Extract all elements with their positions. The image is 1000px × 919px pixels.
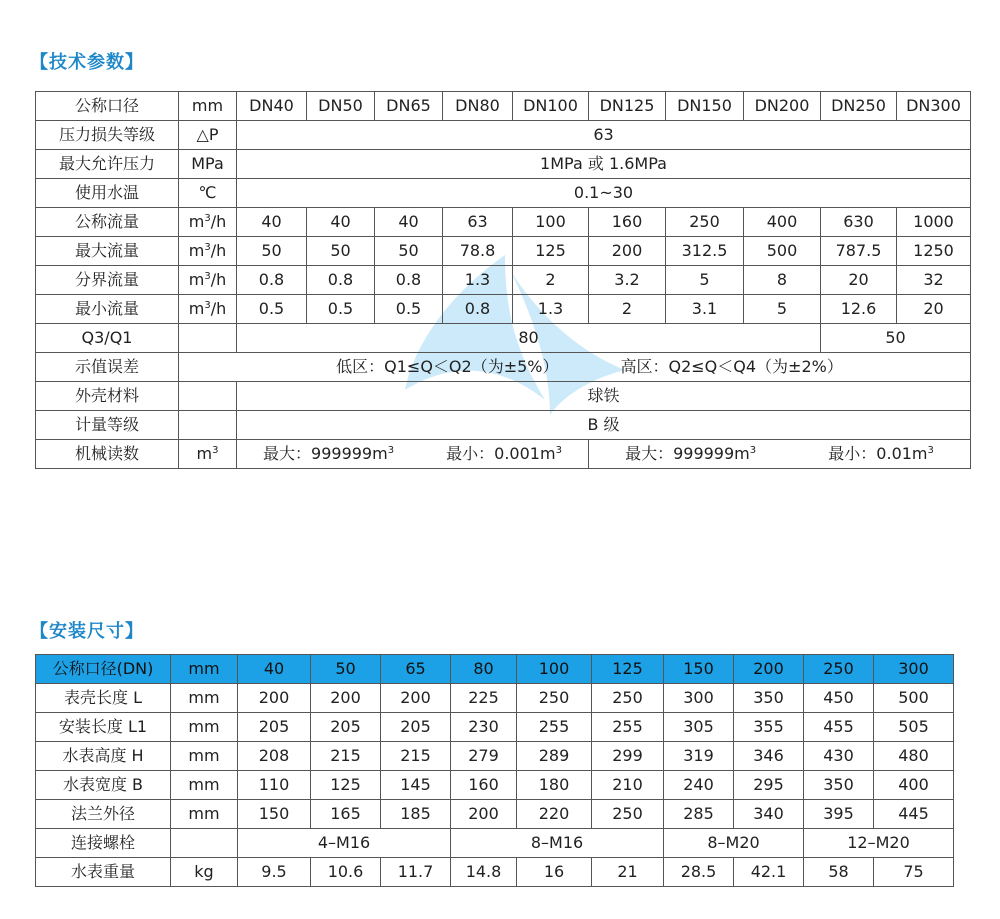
value-cell: 225	[451, 684, 517, 713]
value-cell: 240	[664, 771, 734, 800]
unit-tail: /h	[210, 212, 227, 231]
value-cell: 289	[517, 742, 592, 771]
unit-cell: mm	[171, 684, 238, 713]
value-cell: 230	[451, 713, 517, 742]
row-label: 计量等级	[36, 411, 179, 440]
specs-table	[35, 91, 971, 469]
value-cell: 455	[804, 713, 874, 742]
row-label: 使用水温	[36, 179, 179, 208]
value-cell: 20	[897, 295, 971, 324]
value-cell: 180	[517, 771, 592, 800]
value-cell: 0.8	[237, 266, 307, 295]
value-cell: 215	[311, 742, 381, 771]
value-cell: 100	[513, 208, 589, 237]
value-cell: 21	[592, 858, 664, 887]
value-cell: 125	[311, 771, 381, 800]
value-cell: 250	[517, 684, 592, 713]
section-title-install	[30, 617, 144, 643]
value-cell: 0.5	[237, 295, 307, 324]
table-row	[36, 713, 954, 742]
value-cell: 505	[874, 713, 954, 742]
value-cell: B 级	[237, 411, 971, 440]
value-cell: 8–M16	[451, 829, 664, 858]
max-pressure-row	[36, 150, 971, 179]
value-cell: 0.8	[443, 295, 513, 324]
unit-sup: 3	[204, 271, 211, 282]
nominal-flow-row	[36, 208, 971, 237]
row-label: 公称流量	[36, 208, 179, 237]
value-cell: 球铁	[237, 382, 971, 411]
value-cell: 80	[237, 324, 821, 353]
value-cell: 200	[238, 684, 311, 713]
unit-sup: 3	[749, 445, 757, 456]
unit-cell	[179, 208, 237, 237]
value-cell: 5	[744, 295, 821, 324]
value-cell: 0.5	[375, 295, 443, 324]
reading-large-sizes	[589, 440, 970, 468]
weight-row	[36, 858, 954, 887]
unit-cell: mm	[171, 655, 238, 684]
value-cell: 1MPa 或 1.6MPa	[237, 150, 971, 179]
value-cell: 2	[589, 295, 666, 324]
value-cell: 32	[897, 266, 971, 295]
reading-max-text: 最大：999999m	[625, 444, 750, 463]
unit-cell: mm	[171, 742, 238, 771]
row-label: 水表高度 H	[36, 742, 171, 771]
value-cell: 9.5	[238, 858, 311, 887]
value-cell: 215	[381, 742, 451, 771]
value-cell: 0.8	[375, 266, 443, 295]
error-values	[179, 353, 970, 381]
value-cell: 395	[804, 800, 874, 829]
reading-min-text: 最小：0.001m	[446, 444, 556, 463]
row-label: 安装长度 L1	[36, 713, 171, 742]
section-title-text: 安装尺寸	[49, 621, 125, 642]
size-cell: DN65	[375, 92, 443, 121]
value-cell	[589, 440, 971, 469]
value-cell: 355	[734, 713, 804, 742]
unit-cell	[179, 237, 237, 266]
size-cell: DN80	[443, 92, 513, 121]
bracket-close: 】	[125, 52, 144, 73]
unit-cell	[179, 266, 237, 295]
unit-sup: 3	[212, 445, 219, 456]
value-cell: 305	[664, 713, 734, 742]
max-flow-row	[36, 237, 971, 266]
row-label: 最小流量	[36, 295, 179, 324]
size-cell: 250	[804, 655, 874, 684]
value-cell: 145	[381, 771, 451, 800]
unit-cell: mm	[171, 800, 238, 829]
size-cell: 150	[664, 655, 734, 684]
value-cell: 220	[517, 800, 592, 829]
value-cell: 450	[804, 684, 874, 713]
min-flow-row	[36, 295, 971, 324]
size-cell: 200	[734, 655, 804, 684]
row-label: 外壳材料	[36, 382, 179, 411]
unit-sup: 3	[204, 213, 211, 224]
unit-cell	[179, 411, 237, 440]
unit-base: m	[188, 270, 205, 289]
value-cell	[237, 440, 589, 469]
error-high-zone: 高区：Q2≤Q＜Q4（为±2%）	[620, 357, 843, 376]
value-cell: 20	[821, 266, 897, 295]
size-cell: 100	[517, 655, 592, 684]
row-label: 法兰外径	[36, 800, 171, 829]
reading-row	[36, 440, 971, 469]
row-label: 公称口径	[36, 92, 179, 121]
reading-min	[828, 440, 934, 468]
value-cell: 200	[311, 684, 381, 713]
value-cell: 40	[375, 208, 443, 237]
unit-cell: mm	[179, 92, 237, 121]
value-cell: 58	[804, 858, 874, 887]
value-cell: 78.8	[443, 237, 513, 266]
value-cell: 10.6	[311, 858, 381, 887]
row-label: 机械读数	[36, 440, 179, 469]
value-cell: 125	[513, 237, 589, 266]
value-cell: 8–M20	[664, 829, 804, 858]
specs-header-row	[36, 92, 971, 121]
bracket-open: 【	[30, 52, 49, 73]
value-cell: 319	[664, 742, 734, 771]
value-cell: 312.5	[666, 237, 744, 266]
value-cell: 285	[664, 800, 734, 829]
value-cell: 42.1	[734, 858, 804, 887]
table-row	[36, 742, 954, 771]
value-cell: 279	[451, 742, 517, 771]
value-cell: 250	[592, 800, 664, 829]
row-label: 分界流量	[36, 266, 179, 295]
install-table	[35, 654, 954, 887]
size-cell: 65	[381, 655, 451, 684]
value-cell: 4–M16	[238, 829, 451, 858]
error-low-zone: 低区：Q1≤Q＜Q2（为±5%）	[336, 357, 559, 376]
value-cell: 8	[744, 266, 821, 295]
value-cell: 5	[666, 266, 744, 295]
row-label: 示值误差	[36, 353, 179, 382]
reading-min-text: 最小：0.01m	[828, 444, 928, 463]
unit-tail: /h	[210, 241, 227, 260]
value-cell: 150	[238, 800, 311, 829]
value-cell: 2	[513, 266, 589, 295]
value-cell: 340	[734, 800, 804, 829]
bolts-row	[36, 829, 954, 858]
unit-cell	[179, 295, 237, 324]
value-cell: 1.3	[443, 266, 513, 295]
row-label: 水表宽度 B	[36, 771, 171, 800]
size-cell: DN50	[307, 92, 375, 121]
value-cell: 0.8	[307, 266, 375, 295]
value-cell: 299	[592, 742, 664, 771]
row-label: 最大流量	[36, 237, 179, 266]
bracket-open: 【	[30, 621, 49, 642]
reading-max-text: 最大：999999m	[263, 444, 388, 463]
value-cell: 200	[381, 684, 451, 713]
value-cell: 250	[592, 684, 664, 713]
value-cell: 205	[381, 713, 451, 742]
boundary-flow-row	[36, 266, 971, 295]
value-cell: 255	[592, 713, 664, 742]
reading-max	[263, 440, 394, 468]
unit-sup: 3	[204, 300, 211, 311]
table-row	[36, 771, 954, 800]
row-label: 表壳长度 L	[36, 684, 171, 713]
size-cell: DN150	[666, 92, 744, 121]
error-row	[36, 353, 971, 382]
value-cell: 0.1~30	[237, 179, 971, 208]
section-title-specs	[30, 48, 144, 74]
value-cell: 3.2	[589, 266, 666, 295]
value-cell: 16	[517, 858, 592, 887]
size-cell: DN200	[744, 92, 821, 121]
value-cell: 346	[734, 742, 804, 771]
value-cell: 300	[664, 684, 734, 713]
size-cell: DN125	[589, 92, 666, 121]
unit-cell: mm	[171, 713, 238, 742]
value-cell: 1000	[897, 208, 971, 237]
row-label: 公称口径(DN)	[36, 655, 171, 684]
value-cell: 350	[804, 771, 874, 800]
value-cell: 480	[874, 742, 954, 771]
value-cell: 50	[821, 324, 971, 353]
value-cell: 50	[375, 237, 443, 266]
unit-sup: 3	[555, 445, 562, 456]
value-cell: 255	[517, 713, 592, 742]
value-cell: 400	[874, 771, 954, 800]
table-row	[36, 800, 954, 829]
size-cell: DN40	[237, 92, 307, 121]
value-cell	[179, 353, 971, 382]
value-cell: 0.5	[307, 295, 375, 324]
value-cell: 160	[451, 771, 517, 800]
unit-cell: ℃	[179, 179, 237, 208]
bracket-close: 】	[125, 621, 144, 642]
row-label: Q3/Q1	[36, 324, 179, 353]
value-cell: 12.6	[821, 295, 897, 324]
table-row	[36, 684, 954, 713]
value-cell: 110	[238, 771, 311, 800]
install-header-row	[36, 655, 954, 684]
value-cell: 160	[589, 208, 666, 237]
value-cell: 14.8	[451, 858, 517, 887]
unit-base: m	[188, 299, 205, 318]
value-cell: 1.3	[513, 295, 589, 324]
value-cell: 500	[874, 684, 954, 713]
unit-base: m	[188, 241, 205, 260]
value-cell: 200	[589, 237, 666, 266]
size-cell: 40	[238, 655, 311, 684]
shell-material-row	[36, 382, 971, 411]
unit-cell	[179, 382, 237, 411]
unit-cell	[179, 324, 237, 353]
value-cell: 400	[744, 208, 821, 237]
value-cell: 185	[381, 800, 451, 829]
row-label: 压力损失等级	[36, 121, 179, 150]
value-cell: 205	[238, 713, 311, 742]
value-cell: 3.1	[666, 295, 744, 324]
unit-sup: 3	[204, 242, 211, 253]
unit-tail: /h	[210, 299, 227, 318]
reading-min	[446, 440, 562, 468]
value-cell: 630	[821, 208, 897, 237]
size-cell: 50	[311, 655, 381, 684]
unit-cell	[179, 440, 237, 469]
unit-cell	[171, 829, 238, 858]
unit-base: m	[188, 212, 205, 231]
value-cell: 40	[307, 208, 375, 237]
value-cell: 50	[237, 237, 307, 266]
value-cell: 350	[734, 684, 804, 713]
size-cell: DN300	[897, 92, 971, 121]
unit-tail: /h	[210, 270, 227, 289]
size-cell: 300	[874, 655, 954, 684]
value-cell: 445	[874, 800, 954, 829]
value-cell: 205	[311, 713, 381, 742]
value-cell: 63	[443, 208, 513, 237]
value-cell: 63	[237, 121, 971, 150]
q3q1-row	[36, 324, 971, 353]
value-cell: 208	[238, 742, 311, 771]
reading-small-sizes	[237, 440, 588, 468]
unit-sup: 3	[927, 445, 934, 456]
row-label: 连接螺栓	[36, 829, 171, 858]
section-title-text: 技术参数	[49, 52, 125, 73]
unit-base: m	[196, 444, 213, 463]
value-cell: 500	[744, 237, 821, 266]
value-cell: 430	[804, 742, 874, 771]
value-cell: 1250	[897, 237, 971, 266]
value-cell: 210	[592, 771, 664, 800]
row-label: 水表重量	[36, 858, 171, 887]
size-cell: DN100	[513, 92, 589, 121]
value-cell: 787.5	[821, 237, 897, 266]
value-cell: 40	[237, 208, 307, 237]
value-cell: 75	[874, 858, 954, 887]
pressure-loss-row	[36, 121, 971, 150]
size-cell: DN250	[821, 92, 897, 121]
value-cell: 200	[451, 800, 517, 829]
accuracy-class-row	[36, 411, 971, 440]
size-cell: 80	[451, 655, 517, 684]
unit-cell: mm	[171, 771, 238, 800]
value-cell: 11.7	[381, 858, 451, 887]
unit-cell: kg	[171, 858, 238, 887]
unit-sup: 3	[387, 445, 395, 456]
reading-max	[625, 440, 756, 468]
unit-cell: MPa	[179, 150, 237, 179]
value-cell: 12–M20	[804, 829, 954, 858]
unit-cell: △P	[179, 121, 237, 150]
value-cell: 250	[666, 208, 744, 237]
value-cell: 295	[734, 771, 804, 800]
row-label: 最大允许压力	[36, 150, 179, 179]
water-temp-row	[36, 179, 971, 208]
size-cell: 125	[592, 655, 664, 684]
value-cell: 28.5	[664, 858, 734, 887]
value-cell: 50	[307, 237, 375, 266]
value-cell: 165	[311, 800, 381, 829]
